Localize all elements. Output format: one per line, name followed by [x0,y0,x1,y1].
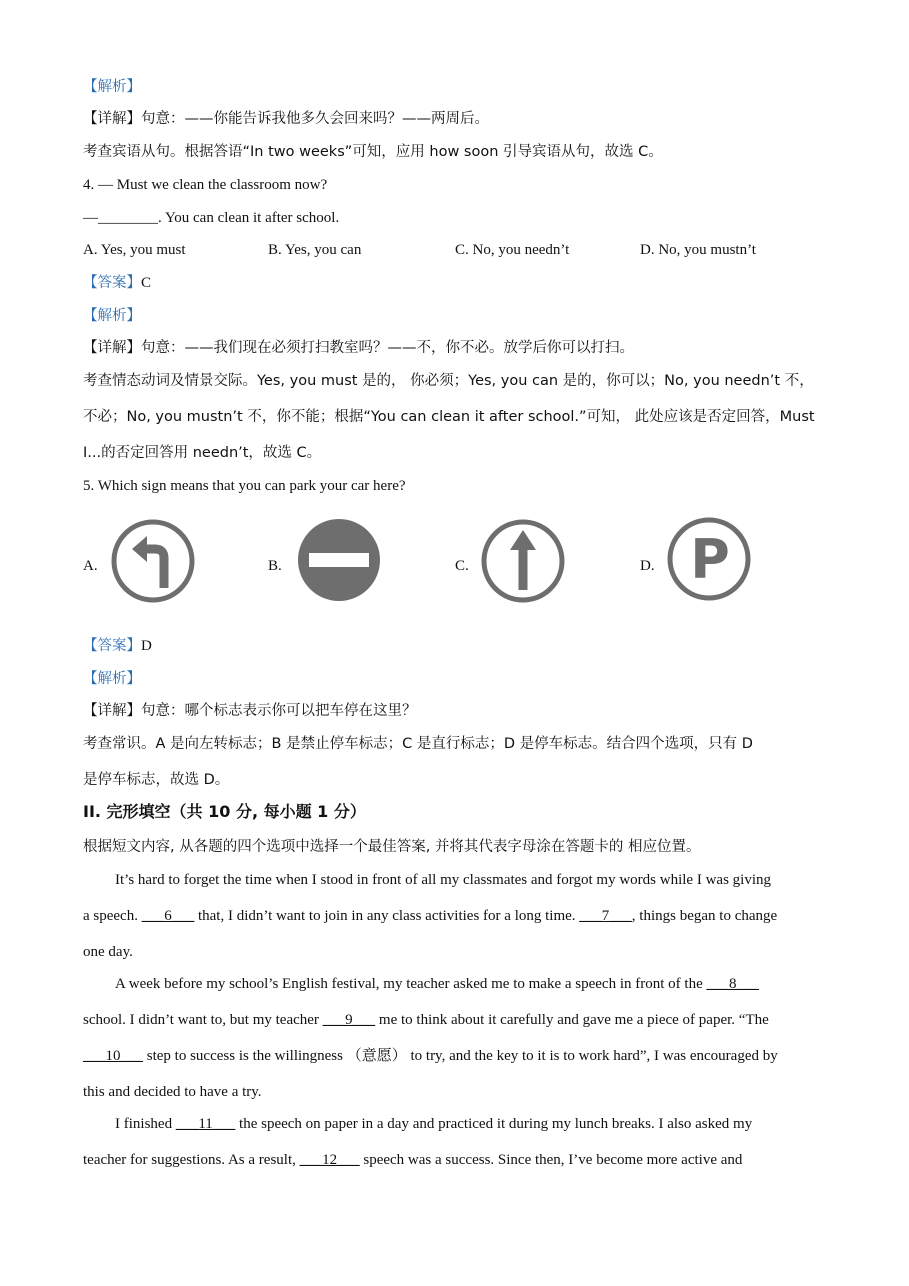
xiangjie-q5: 【详解】句意：哪个标志表示你可以把车停在这里？ [83,703,417,719]
blank-7: ___7___ [579,908,632,924]
passage-p2-line3: ___10___ step to success is the willingness （意愿） to try, and the key to it is to work hard”, I was encouraged by [83,1048,778,1064]
turn-left-sign-icon [110,518,196,604]
passage-p1-line1: It’s hard to forget the time when I stood in front of all my classmates and forgot my words while I was giving [115,872,771,888]
answer-q5: 【答案】D [83,638,152,654]
xiangjie-q3: 【详解】句意：——你能告诉我他多久会回来吗？——两周后。 [83,111,489,127]
passage-p2-line1: A week before my school’s English festival, my teacher asked me to make a speech in front of the ___8___ [115,976,759,992]
answer-q4: 【答案】C [83,275,152,291]
option-b-q4: B. Yes, you can [268,242,362,258]
blank-11: ___11___ [175,1116,236,1132]
explain-q3: 考查宾语从句。根据答语“In two weeks”可知，应用 how soon 引导宾语从句，故选 C。 [83,144,663,160]
xiangjie-q4: 【详解】句意：——我们现在必须打扫教室吗？——不，你不必。放学后你可以打扫。 [83,340,634,356]
explain-q5-line1: 考查常识。A 是向左转标志；B 是禁止停车标志；C 是直行标志；D 是停车标志。结合四个选项，只有 D [83,736,753,752]
option-a-label-q5: A. [83,558,98,574]
jiexi-tag-q5: 【解析】 [83,671,141,687]
explain-q4-line2: 不必；No, you mustn’t 不，你不能；根据“You can clean it after school.”可知， 此处应该是否定回答，Must [83,409,815,425]
option-c-q4: C. No, you needn’t [455,242,570,258]
blank-6: ___6___ [141,908,195,924]
section-heading: II. 完形填空（共 10 分, 每小题 1 分） [83,802,366,821]
straight-ahead-sign-icon [480,518,566,604]
passage-p3-line2: teacher for suggestions. As a result, ___12___ speech was a success. Since then, I’ve become more active and [83,1152,743,1168]
option-d-label-q5: D. [640,558,655,574]
blank-9: ___9___ [322,1012,376,1028]
parking-sign-icon [666,516,752,602]
section-instruction: 根据短文内容, 从各题的四个选项中选择一个最佳答案, 并将其代表字母涂在答题卡的 相应位置。 [83,839,701,855]
blank-12: ___12___ [299,1152,360,1168]
no-entry-sign-icon [296,517,382,603]
passage-p1-line2: a speech. ___6___ that, I didn’t want to join in any class activities for a long time. ___7___, things began to change [83,908,778,924]
question-q4: 4. — Must we clean the classroom now? [83,177,328,193]
blank-8: ___8___ [706,976,759,992]
passage-p1-line3: one day. [83,944,133,960]
option-d-q4: D. No, you mustn’t [640,242,756,258]
passage-p3-line1: I finished ___11___ the speech on paper in a day and practiced it during my lunch breaks. I also asked my [115,1116,753,1132]
jiexi-tag-q4: 【解析】 [83,308,141,324]
option-b-label-q5: B. [268,558,282,574]
option-a-q4: A. Yes, you must [83,242,186,258]
passage-p2-line4: this and decided to have a try. [83,1084,262,1100]
explain-q4-line3: I...的否定回答用 needn’t，故选 C。 [83,445,322,461]
option-c-label-q5: C. [455,558,469,574]
explain-q4-line1: 考查情态动词及情景交际。Yes, you must 是的， 你必须；Yes, you can 是的，你可以；No, you needn’t 不， [83,373,814,389]
question-q5: 5. Which sign means that you can park your car here? [83,478,406,494]
explain-q5-line2: 是停车标志，故选 D。 [83,772,230,788]
blank-10: ___10___ [83,1048,143,1064]
response-line-q4: —________. You can clean it after school. [83,210,340,226]
parking-letter: P [690,528,730,591]
passage-p2-line2: school. I didn’t want to, but my teacher ___9___ me to think about it carefully and gave me a piece of paper. “The [83,1012,769,1028]
jiexi-tag-q3: 【解析】 [83,79,141,95]
